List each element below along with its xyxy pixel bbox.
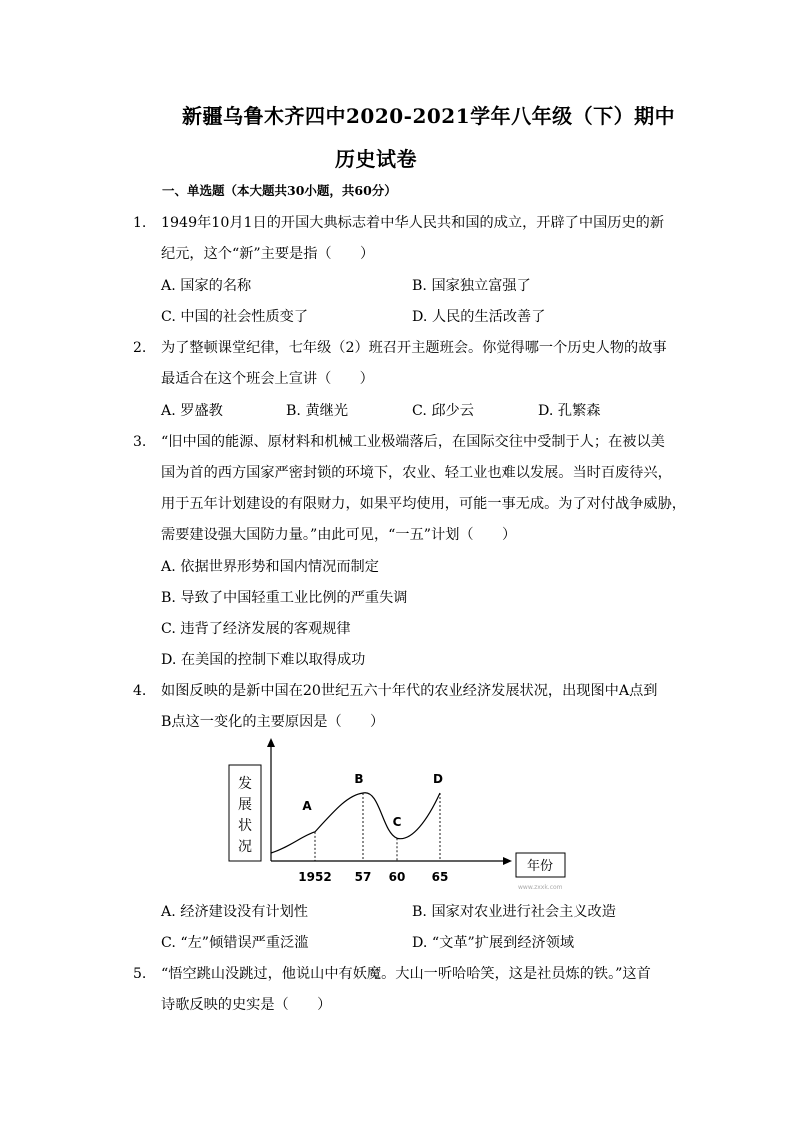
y-label-char: 发 [238, 776, 252, 792]
question-stem-line: 纪元，这个“新”主要是指（ ） [161, 246, 375, 262]
option-c[interactable]: C. 中国的社会性质变了 [161, 309, 309, 325]
question-stem-line: “悟空跳山没跳过，他说山中有妖魔。大山一听哈哈笑，这是社员炼的铁。”这首 [161, 966, 651, 982]
option-d[interactable]: D. 孔繁森 [538, 403, 601, 419]
question-number: 4. [133, 683, 147, 699]
question-number: 3. [133, 434, 147, 450]
exam-title-line2: 历史试卷 [335, 147, 417, 171]
option-c[interactable]: C. 邱少云 [412, 403, 474, 419]
y-axis-arrow [267, 738, 275, 747]
question-stem-line: 为了整顿课堂纪律，七年级（2）班召开主题班会。你觉得哪一个历史人物的故事 [161, 340, 667, 356]
question-stem-line: 1949年10月1日的开国大典标志着中华人民共和国的成立，开辟了中国历史的新 [161, 215, 665, 231]
point-label: A [302, 798, 312, 813]
x-axis-arrow [503, 857, 512, 865]
question-number: 2. [133, 340, 147, 356]
y-label-char: 况 [238, 839, 252, 855]
point-label: D [433, 772, 443, 786]
option-c[interactable]: C. 违背了经济发展的客观规律 [161, 621, 351, 637]
question-stem-line: 用于五年计划建设的有限财力，如果平均使用，可能一事无成。为了对付战争威胁， [161, 496, 686, 512]
option-a[interactable]: A. 罗盛教 [161, 403, 223, 419]
x-axis-label: 年份 [526, 859, 554, 874]
agriculture-development-chart [220, 735, 580, 895]
y-label-char: 状 [238, 818, 252, 834]
question-stem-line: 如图反映的是新中国在20世纪五六十年代的农业经济发展状况，出现图中A点到 [161, 683, 658, 699]
x-tick-label: 65 [431, 870, 449, 884]
question-stem-line: 最适合在这个班会上宣讲（ ） [161, 371, 374, 387]
question-number: 1. [133, 215, 147, 231]
x-tick-label: 57 [354, 870, 372, 884]
question-stem-line: 国为首的西方国家严密封锁的环境下，农业、轻工业也难以发展。当时百废待兴， [161, 465, 672, 481]
point-label: B [354, 772, 364, 786]
series-line [271, 793, 440, 853]
option-b[interactable]: B. 黄继光 [286, 403, 349, 419]
option-d[interactable]: D. 人民的生活改善了 [412, 309, 546, 325]
question-stem-line: “旧中国的能源、原材料和机械工业极端落后，在国际交往中受制于人；在被以美 [161, 434, 665, 450]
option-a[interactable]: A. 依据世界形势和国内情况而制定 [161, 559, 379, 575]
question-stem-line: B点这一变化的主要原因是（ ） [161, 714, 385, 730]
option-c[interactable]: C. “左”倾错误严重泛滥 [161, 935, 309, 951]
watermark: www.zxxk.com [518, 884, 563, 891]
section-header: 一、单选题（本大题共30小题，共60分） [162, 183, 397, 198]
option-d[interactable]: D. 在美国的控制下难以取得成功 [161, 652, 366, 668]
question-stem-line: 诗歌反映的史实是（ ） [161, 997, 332, 1013]
option-b[interactable]: B. 国家独立富强了 [412, 278, 531, 294]
y-label-char: 展 [238, 797, 252, 813]
exam-title-line1: 新疆乌鲁木齐四中2020-2021学年八年级（下）期中 [182, 104, 676, 128]
option-b[interactable]: B. 国家对农业进行社会主义改造 [412, 904, 616, 920]
point-label: C [392, 815, 402, 830]
x-tick-label: 60 [388, 870, 406, 884]
question-stem-line: 需要建设强大国防力量。”由此可见，“一五”计划（ ） [161, 527, 517, 543]
option-d[interactable]: D. “文革”扩展到经济领域 [412, 935, 575, 951]
x-tick-label: 1952 [298, 870, 332, 884]
option-a[interactable]: A. 经济建设没有计划性 [161, 904, 308, 920]
option-b[interactable]: B. 导致了中国轻重工业比例的严重失调 [161, 590, 408, 606]
question-number: 5. [133, 966, 147, 982]
option-a[interactable]: A. 国家的名称 [161, 278, 252, 294]
